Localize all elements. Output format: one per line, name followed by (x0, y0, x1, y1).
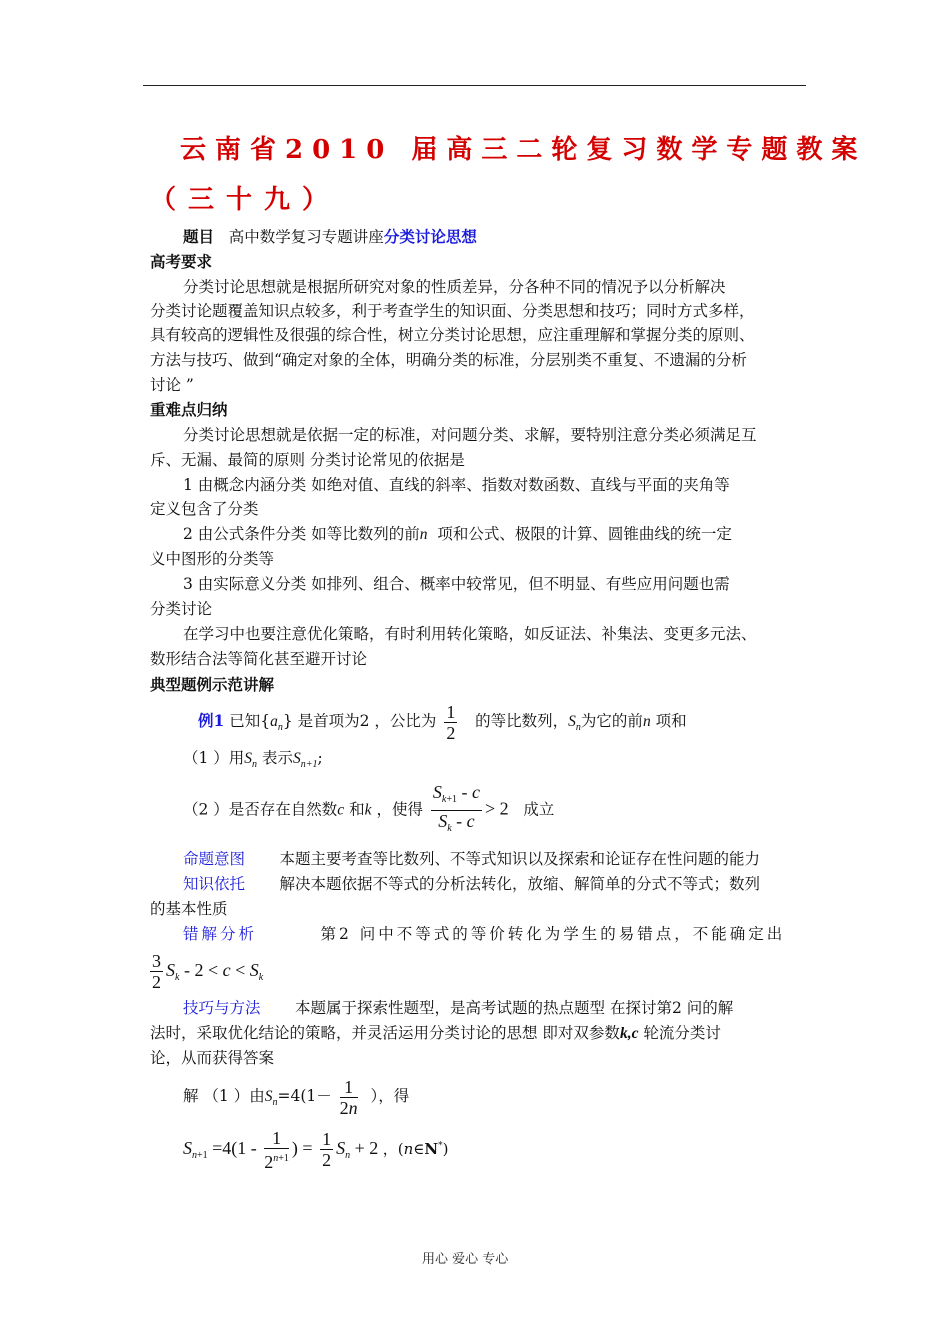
paragraph-line: 1 由概念内涵分类 如绝对值、直线的斜率、指数对数函数、直线与平面的夹角等 (183, 476, 730, 494)
knowledge-line (183, 872, 760, 896)
fraction-one-over-2n: $\frac{1}{2n}$ (339, 1076, 358, 1118)
var-n: n (642, 713, 651, 730)
example-text: 项和 (650, 712, 687, 730)
paragraph-line: 斥、无漏、最简的原则 分类讨论常见的依据是 (150, 451, 465, 469)
example-1-statement (198, 697, 687, 752)
skill-line-2 (150, 1021, 721, 1046)
fraction-three-halves: $\frac{3}{2}$ (152, 951, 161, 993)
question-text: ，使得 (371, 800, 423, 819)
paragraph-line: 具有较高的逻辑性及很强的综合性，树立分类讨论思想，应注重理解和掌握分类的原则、 (150, 326, 755, 344)
paragraph-text: 项和公式、极限的计算、圆锥曲线的统一定 (437, 525, 732, 543)
solution-text: 解 （1 ）由 (183, 1087, 265, 1105)
question-text: 表示 (261, 749, 293, 767)
knowledge-text: 解决本题依据不等式的分析法转化，放缩、解简单的分式不等式；数列 (279, 875, 761, 893)
solution-text: ∈ (413, 1140, 425, 1158)
topic-text: 高中数学复习专题讲座 (228, 228, 384, 246)
var-s: $S_n$ (264, 1088, 278, 1108)
solution-line-1 (183, 1073, 409, 1126)
solution-text: ），得 (370, 1087, 410, 1105)
intent-label: 命题意图 (183, 850, 246, 868)
example-text: 已知{ (229, 712, 271, 730)
var-k: k (364, 801, 372, 819)
example-text: 的等比数列， (475, 712, 569, 730)
paragraph-line: 分类讨论思想就是依据一定的标准，对问题分类、求解，要特别注意分类必须满足互 (183, 426, 757, 444)
paragraph-line: 分类讨论思想就是根据所研究对象的性质差异，分各种不同的情况予以分析解决 (183, 278, 726, 296)
paragraph-line: 义中图形的分类等 (150, 550, 275, 568)
fraction-sk: $\frac{S_{k+1} - c}{S_k - c}$ (432, 782, 480, 834)
top-rule (143, 85, 806, 86)
section-heading-examples: 典型题例示范讲解 (150, 675, 275, 694)
paragraph-line: 定义包含了分类 (150, 500, 259, 518)
topic-highlight: 分类讨论思想 (383, 227, 477, 246)
paragraph-line: 数形结合法等简化甚至避开讨论 (150, 650, 368, 668)
document-title-continued: （三十九） (150, 185, 341, 215)
solution-text: =4(1－ (277, 1087, 332, 1105)
paragraph-text: 2 由公式条件分类 如等比数列的前 (183, 525, 420, 543)
fraction-one-half: $\frac{1}{2}$ (322, 1129, 332, 1171)
section-heading-requirements: 高考要求 (150, 252, 213, 271)
question-text: （1 ）用 (183, 749, 245, 767)
var-s-next: $S_{n+1}$ (293, 750, 318, 770)
paragraph-line: 方法与技巧、做到“确定对象的全体，明确分类的标准，分层别类不重复、不遗漏的分析 (150, 351, 747, 369)
error-label: 错解分析 (183, 925, 258, 943)
var-kc: k,c (619, 1025, 639, 1042)
error-line (183, 922, 785, 946)
skill-text: 本题属于探索性题型，是高考试题的热点题型 在探讨第2 问的解 (295, 999, 734, 1017)
fraction-one-over-2-pow: $\frac{1}{2^{n+1}}$ (264, 1127, 289, 1172)
example-label: 例1 (198, 711, 225, 730)
question-text: （2 ）是否存在自然数 (183, 800, 338, 819)
page-footer: 用心 爱心 专心 (422, 1252, 509, 1267)
solution-text: ) (442, 1140, 449, 1158)
intent-text: 本题主要考查等比数列、不等式知识以及探索和论证存在性问题的能力 (279, 850, 761, 868)
var-a: $a_n$ (270, 713, 283, 733)
skill-label: 技巧与方法 (183, 999, 261, 1017)
paragraph-line: 分类讨论 (150, 600, 213, 618)
error-text: 第2 问中不等式的等价转化为学生的易错点，不能确定出 (320, 925, 786, 943)
section-heading-key-points: 重难点归纳 (150, 400, 228, 419)
var-s: $S_n$ (568, 713, 581, 733)
question-text: 和 (344, 800, 365, 819)
var-c: c (337, 801, 345, 819)
knowledge-label: 知识依托 (183, 875, 246, 893)
question-2: （2 ）是否存在自然数c 和k ，使得 $\frac{S_{k+1} - c}{S_k - c}$ > 2 成立 (183, 782, 554, 839)
solution-formula: $S_{n+1} =4(1$ - $\frac{1}{2^{n+1}}$ ) = $\frac{1}{2}$ $S_n + 2$ ，(n∈N*) (183, 1127, 449, 1172)
skill-text: 轮流分类讨 (638, 1024, 721, 1042)
document-title: 云南省2010 届高三二轮复习数学专题教案 (180, 135, 867, 165)
skill-text: 法时，采取优化结论的策略，并灵活运用分类讨论的思想 即对双参数 (150, 1024, 620, 1042)
paragraph-line: 在学习中也要注意优化策略，有时利用转化策略，如反证法、补集法、变更多元法、 (183, 625, 757, 643)
skill-line (183, 996, 733, 1020)
question-1: （1 ）用$S_n$ 表示$S_{n+1}$; (183, 749, 323, 770)
intent-line (183, 847, 760, 871)
topic-line (183, 225, 477, 249)
topic-label: 题目 (183, 227, 215, 246)
fraction-one-half: $\frac{1}{2}$ (446, 701, 456, 743)
solution-text: ，( (382, 1140, 404, 1158)
example-text: 为它的前 (580, 712, 643, 730)
paragraph-line: 讨论 ” (150, 376, 194, 394)
paragraph-line: 分类讨论题覆盖知识点较多，利于考查学生的知识面、分类思想和技巧；同时方式多样， (150, 302, 755, 320)
knowledge-line-2: 的基本性质 (150, 900, 228, 918)
paragraph-line: 3 由实际意义分类 如排列、组合、概率中较常见，但不明显、有些应用问题也需 (183, 575, 730, 593)
var-n: n (419, 526, 428, 543)
var-s: $S_n$ (244, 750, 258, 770)
example-text: } 是首项为2 ，公比为 (282, 712, 437, 730)
error-formula: $\frac{3}{2}$ $S_k - 2 < c < S_k$ (152, 951, 264, 993)
question-text: 成立 (523, 800, 555, 819)
paragraph-line (183, 522, 732, 547)
skill-line-3: 论，从而获得答案 (150, 1049, 275, 1067)
